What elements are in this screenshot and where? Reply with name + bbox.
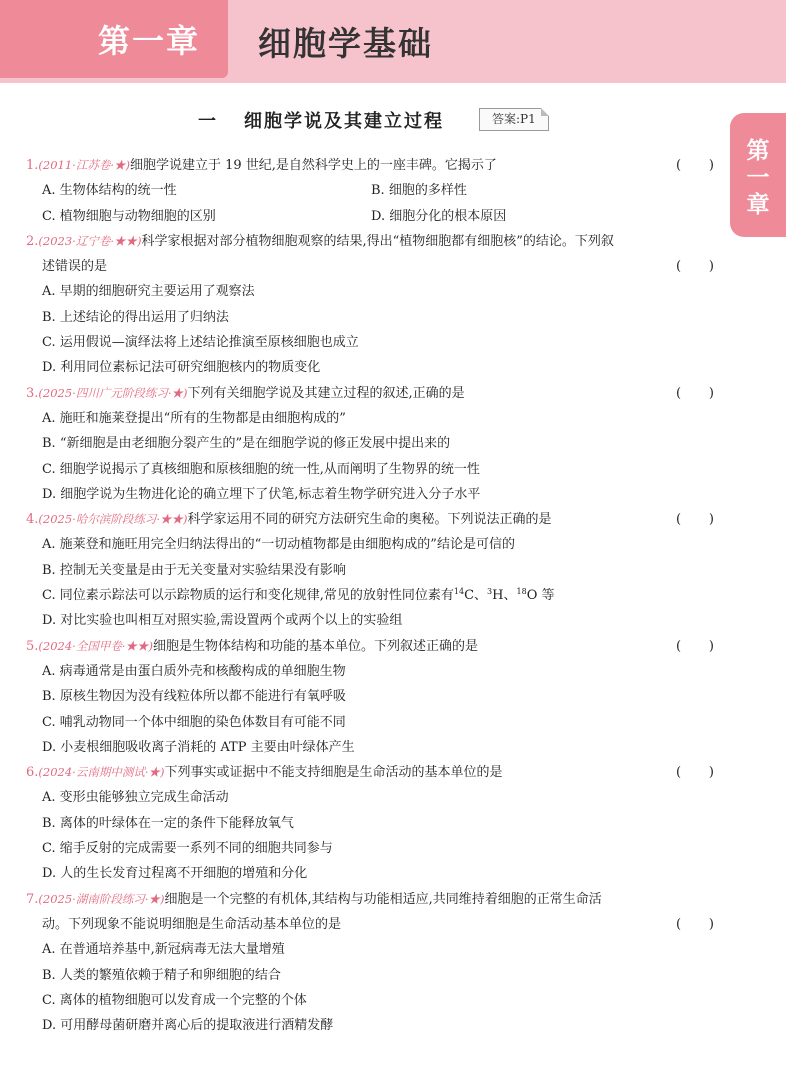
isotope-element: C <box>464 588 475 604</box>
option-a: A. 变形虫能够独立完成生命活动 <box>42 790 229 806</box>
chapter-title: 细胞学基础 <box>258 24 433 63</box>
option-c: C. 同位素示踪法可以示踪物质的运行和变化规律,常见的放射性同位素有$^{14}$C、$^3$H、$^{18}$O 等 <box>42 587 555 604</box>
isotope-mass: 14 <box>453 587 465 597</box>
option-b: B. 上述结论的得出运用了归纳法 <box>42 309 229 325</box>
question-3 <box>26 381 726 507</box>
question-number: 6. <box>26 765 39 781</box>
side-tab-char: 章 <box>746 191 770 218</box>
answer-blank: ( ) <box>676 916 714 932</box>
option-d: D. 人的生长发育过程离不开细胞的增殖和分化 <box>42 866 308 882</box>
option-a: A. 施旺和施莱登提出“所有的生物都是由细胞构成的” <box>42 410 346 426</box>
option-a: A. 生物体结构的统一性 <box>42 183 177 199</box>
isotope-element: H <box>492 588 504 604</box>
question-stem: 细胞是一个完整的有机体,其结构与功能相适应,共同维持着细胞的正常生命活 <box>164 891 602 907</box>
option-d: D. 利用同位素标记法可研究细胞核内的物质变化 <box>42 360 321 376</box>
option-b: B. 人类的繁殖依赖于精子和卵细胞的结合 <box>42 967 281 983</box>
option-c: C. 哺乳动物同一个体中细胞的染色体数目有可能不同 <box>42 714 346 730</box>
answer-reference-tag: 答案:P1 <box>479 108 549 131</box>
section-title <box>198 107 444 133</box>
question-stem: 细胞学说建立于 19 世纪,是自然科学史上的一座丰碑。它揭示了 <box>129 158 497 173</box>
question-2 <box>26 229 726 381</box>
question-stem-cont: 动。下列现象不能说明细胞是生命活动基本单位的是 <box>42 916 342 932</box>
question-source: (2025·哈尔滨阶段练习·★★) <box>38 512 188 527</box>
answer-blank: ( ) <box>676 385 714 401</box>
question-stem-cont: 述错误的是 <box>42 259 108 275</box>
option-d: D. 小麦根细胞吸收离子消耗的 ATP 主要由叶绿体产生 <box>42 739 355 755</box>
option-d: D. 细胞学说为生物进化论的确立埋下了伏笔,标志着生物学研究进入分子水平 <box>42 486 481 502</box>
side-chapter-tab <box>730 113 786 237</box>
option-d: D. 对比实验也叫相互对照实验,需设置两个或两个以上的实验组 <box>42 613 403 629</box>
question-number: 1. <box>26 158 39 173</box>
option-c: C. 离体的植物细胞可以发育成一个完整的个体 <box>42 992 307 1008</box>
isotope-mass: 18 <box>516 587 527 597</box>
question-6 <box>26 760 726 886</box>
option-c: C. 运用假说—演绎法将上述结论推演至原核细胞也成立 <box>42 335 359 351</box>
question-5 <box>26 634 726 760</box>
option-a: A. 病毒通常是由蛋白质外壳和核酸构成的单细胞生物 <box>42 663 346 679</box>
answer-blank: ( ) <box>676 259 714 275</box>
option-b: B. 原核生物因为没有线粒体所以都不能进行有氧呼吸 <box>42 689 346 705</box>
option-b: B. “新细胞是由老细胞分裂产生的”是在细胞学说的修正发展中提出来的 <box>42 436 451 452</box>
question-number: 5. <box>26 638 39 654</box>
question-stem: 科学家根据对部分植物细胞观察的结果,得出“植物细胞都有细胞核”的结论。下列叙 <box>141 233 614 249</box>
question-4 <box>26 507 726 633</box>
option-a: A. 施莱登和施旺用完全归纳法得出的“一切动植物都是由细胞构成的”结论是可信的 <box>42 537 515 553</box>
option-d: D. 细胞分化的根本原因 <box>371 208 507 224</box>
question-7 <box>26 887 726 1039</box>
option-c: C. 细胞学说揭示了真核细胞和原核细胞的统一性,从而阐明了生物界的统一性 <box>42 461 480 477</box>
isotope-element: O <box>526 588 538 604</box>
option-b: B. 细胞的多样性 <box>371 183 467 199</box>
question-list <box>26 153 726 1038</box>
question-stem: 下列有关细胞学说及其建立过程的叙述,正确的是 <box>187 385 465 401</box>
question-stem: 细胞是生物体结构和功能的基本单位。下列叙述正确的是 <box>152 638 478 654</box>
question-source: (2025·四川广元阶段练习·★) <box>38 385 188 400</box>
question-source: (2025·湖南阶段练习·★) <box>38 891 165 906</box>
question-stem: 科学家运用不同的研究方法研究生命的奥秘。下列说法正确的是 <box>187 512 552 528</box>
option-a: A. 早期的细胞研究主要运用了观察法 <box>42 284 255 300</box>
question-1 <box>26 153 726 229</box>
question-number: 2. <box>26 233 39 249</box>
answer-blank: ( ) <box>676 638 714 654</box>
section-number: 一 <box>198 111 218 132</box>
chapter-number-tab <box>0 0 228 78</box>
chapter-number: 第一章 <box>98 22 201 60</box>
answer-blank: ( ) <box>676 158 714 173</box>
option-a: A. 在普通培养基中,新冠病毒无法大量增殖 <box>42 942 285 958</box>
option-c: C. 缩手反射的完成需要一系列不同的细胞共同参与 <box>42 841 333 857</box>
option-b: B. 控制无关变量是由于无关变量对实验结果没有影响 <box>42 562 346 578</box>
question-number: 3. <box>26 385 39 401</box>
question-stem: 下列事实或证据中不能支持细胞是生命活动的基本单位的是 <box>164 765 503 781</box>
option-c: C. 植物细胞与动物细胞的区别 <box>42 208 216 224</box>
isotope-mass: 3 <box>487 587 493 597</box>
question-source: (2024·云南期中测试·★) <box>38 765 165 780</box>
question-source: (2011·江苏卷·★) <box>38 158 130 172</box>
answer-blank: ( ) <box>676 512 714 528</box>
option-d: D. 可用酵母菌研磨并离心后的提取液进行酒精发酵 <box>42 1018 334 1034</box>
side-tab-char: 第 <box>746 137 770 164</box>
option-b: B. 离体的叶绿体在一定的条件下能释放氧气 <box>42 815 294 831</box>
section-title-text: 细胞学说及其建立过程 <box>244 111 444 132</box>
question-number: 7. <box>26 891 39 907</box>
question-number: 4. <box>26 512 39 528</box>
side-tab-char: 一 <box>746 164 770 191</box>
answer-blank: ( ) <box>676 765 714 781</box>
question-source: (2024·全国甲卷·★★) <box>38 638 153 653</box>
question-source: (2023·辽宁卷·★★) <box>38 233 142 248</box>
